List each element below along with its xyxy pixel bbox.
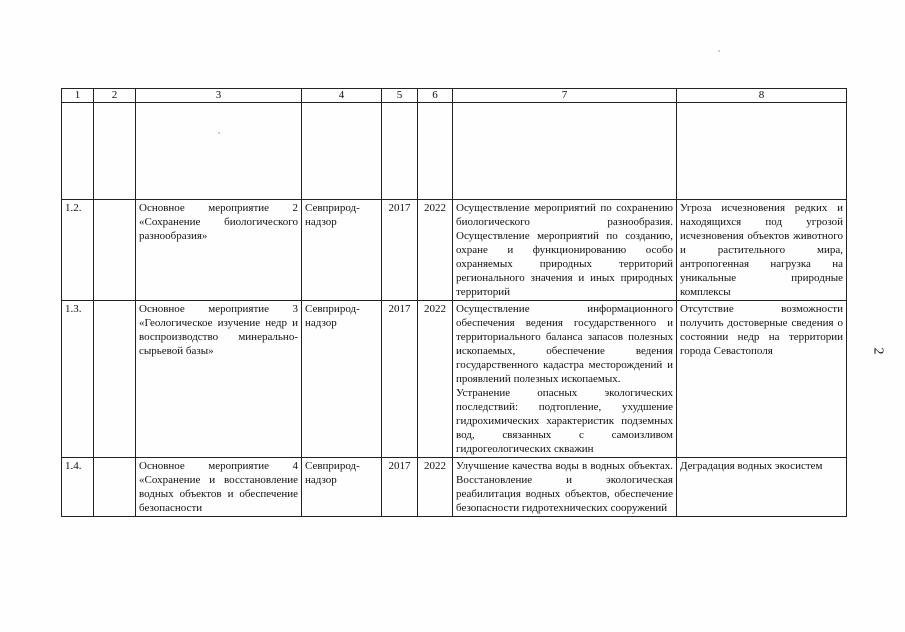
measures-table [61, 88, 847, 517]
measure-content [453, 458, 677, 517]
end-year: 2022 [418, 458, 453, 517]
continued-empty-row [62, 103, 847, 200]
executor: Севприрод-надзор [302, 200, 382, 301]
table-row [62, 458, 847, 517]
row-number: 1.3. [62, 301, 94, 458]
table-header-row [62, 89, 847, 103]
row-col2 [94, 458, 136, 517]
content-text: Улучшение качества воды в водных объектах. Восстановление и экологическая реабилитация водных объектов, обеспечение безопасности гидротехнических сооружений [456, 460, 673, 514]
measure-name: Основное мероприятие 3 «Геологическое изучение недр и воспроизводство минерально-сырьевой базы» [136, 301, 302, 458]
scan-speck [218, 132, 220, 134]
executor: Севприрод-надзор [302, 458, 382, 517]
header-cell: 2 [94, 89, 136, 103]
header-cell: 5 [382, 89, 418, 103]
row-number: 1.4. [62, 458, 94, 517]
content-text: Осуществление информационного обеспечения ведения государственного и территориального баланса запасов полезных ископаемых, обеспечение ведения государственного кадастра месторождений и проявлений полезных ископаемых. [456, 303, 673, 385]
end-year: 2022 [418, 200, 453, 301]
consequences: Угроза исчезновения редких и находящихся под угрозой исчезновения объектов животного и растительного мира, антропогенная нагрузка на уникальные природные комплексы [677, 200, 847, 301]
start-year: 2017 [382, 458, 418, 517]
table-row [62, 200, 847, 301]
header-cell: 1 [62, 89, 94, 103]
content-text-2: Устранение опасных экологических последствий: подтопление, ухудшение гидрохимических характеристик подземных вод, связанных с самоизливом гидрогеологических скважин [456, 387, 673, 455]
measure-name: Основное мероприятие 4 «Сохранение и восстановление водных объектов и обеспечение безопасности [136, 458, 302, 517]
end-year: 2022 [418, 301, 453, 458]
executor: Севприрод-надзор [302, 301, 382, 458]
header-cell: 3 [136, 89, 302, 103]
row-col2 [94, 200, 136, 301]
header-cell: 4 [302, 89, 382, 103]
header-cell: 6 [418, 89, 453, 103]
header-cell: 7 [453, 89, 677, 103]
measure-name: Основное мероприятие 2 «Сохранение биологического разнообразия» [136, 200, 302, 301]
row-col2 [94, 301, 136, 458]
consequences: Деградация водных экосистем [677, 458, 847, 517]
measure-content [453, 200, 677, 301]
start-year: 2017 [382, 200, 418, 301]
scan-speck [718, 50, 720, 52]
consequences: Отсутствие возможности получить достоверные сведения о состоянии недр на территории города Севастополя [677, 301, 847, 458]
header-cell: 8 [677, 89, 847, 103]
content-text: Осуществление мероприятий по сохранению биологического разнообразия. Осуществление мероприятий по созданию, охране и функционированию особо охраняемых природных территорий регионального значения и иных природных территорий [456, 202, 673, 298]
start-year: 2017 [382, 301, 418, 458]
row-number: 1.2. [62, 200, 94, 301]
table-row [62, 301, 847, 458]
measure-content [453, 301, 677, 458]
page-number: 2 [870, 347, 886, 355]
